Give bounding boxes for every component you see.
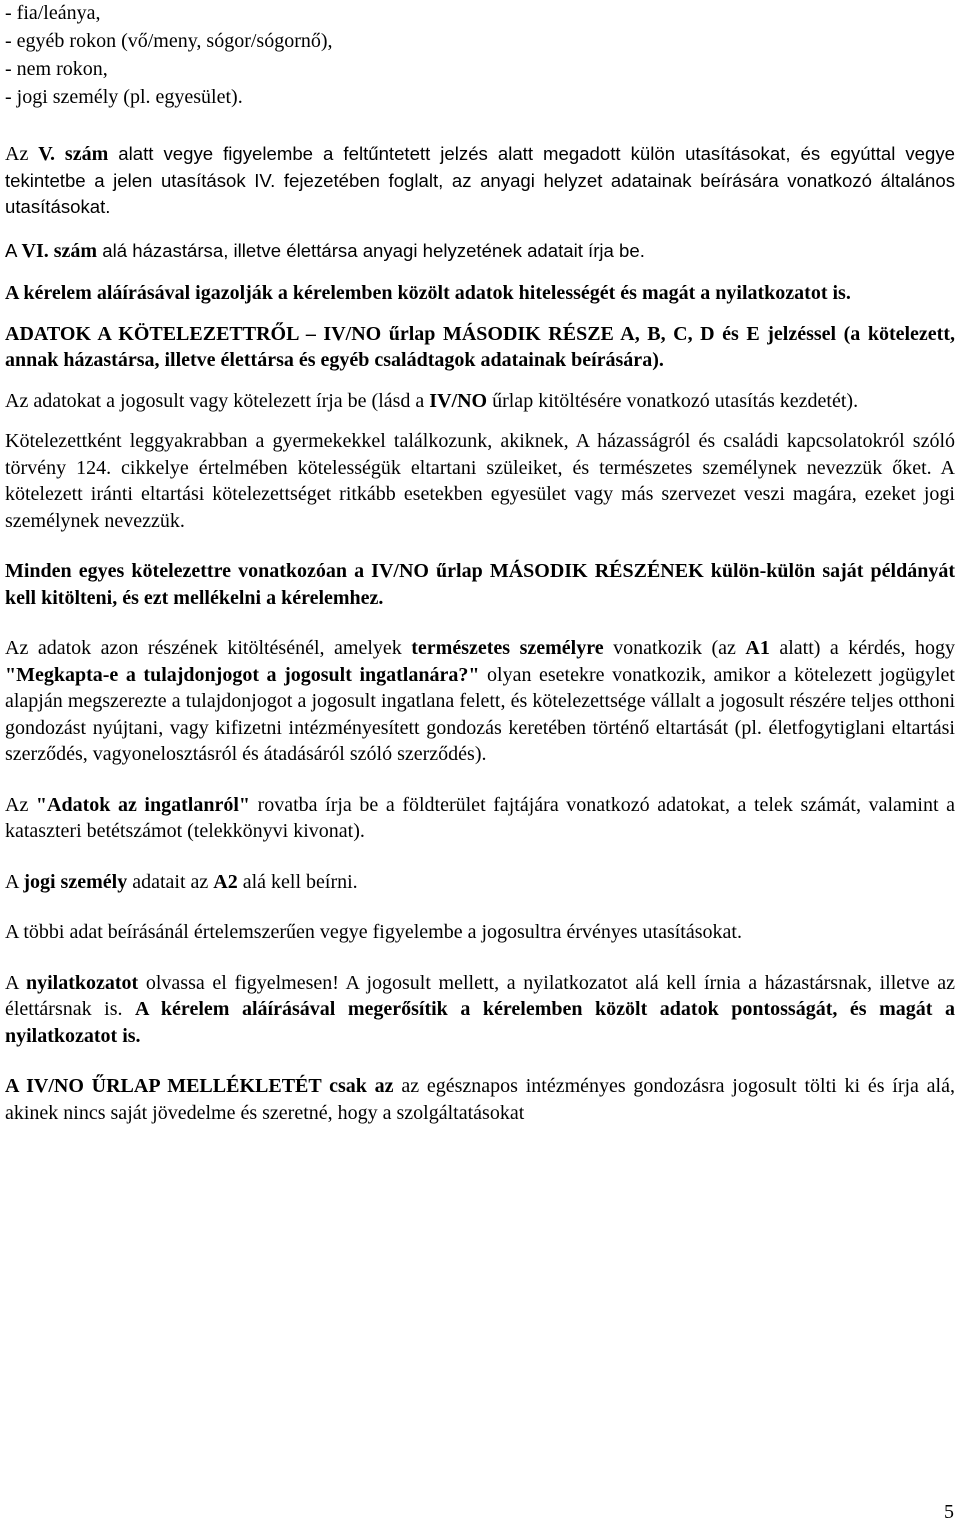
list-item: - jogi személy (pl. egyesület). bbox=[5, 86, 243, 108]
spacer bbox=[5, 112, 955, 141]
paragraph-alairas: A kérelem aláírásával igazolják a kérelemben közölt adatok hitelességét és magát a nyilatkozatot is. bbox=[5, 282, 851, 304]
paragraph-jogi-szemely: A jogi személy adatait az A2 alá kell beírni. bbox=[5, 870, 358, 893]
document-body bbox=[5, 0, 955, 1126]
list-item: - fia/leánya, bbox=[5, 2, 101, 24]
relation-list bbox=[5, 0, 955, 112]
list-item: - nem rokon, bbox=[5, 58, 108, 80]
list-item: - egyéb rokon (vő/meny, sógor/sógornő), bbox=[5, 30, 333, 52]
paragraph-tobbi-adat: A többi adat beírásánál értelemszerűen vegye figyelembe a jogosultra érvényes utasításokat. bbox=[5, 921, 742, 943]
page-number: 5 bbox=[944, 1501, 954, 1523]
paragraph-adatokat-irja-be: Az adatokat a jogosult vagy kötelezett írja be (lásd a IV/NO űrlap kitöltésére vonatkozó utasítás kezdetét). bbox=[5, 389, 859, 412]
paragraph-minden-kotelezettre: Minden egyes kötelezettre vonatkozóan a IV/NO űrlap MÁSODIK RÉSZÉNEK külön-külön saját példányát kell kitölteni, és ezt mellékelni a kérelemhez. bbox=[5, 560, 955, 609]
paragraph-nyilatkozat: A nyilatkozatot olvassa el figyelmesen! A jogosult mellett, a nyilatkozatot alá kell írnia a házastársnak, illetve az élettársnak is. A kérelem aláírásával megerősítik a kérelemben közölt adatok pontosságát, és magát a nyilatkozatot is. bbox=[5, 971, 955, 1047]
paragraph-iv-no-melleklet: A IV/NO ŰRLAP MELLÉKLETÉT csak az az egésznapos intézményes gondozásra jogosult tölti ki és írja alá, akinek nincs saját jövedelme és szeretné, hogy a szolgáltatásokat bbox=[5, 1075, 955, 1124]
paragraph-adatok-ingatlanrol: Az "Adatok az ingatlanról" rovatba írja be a földterület fajtájára vonatkozó adatokat, a telek számát, valamint a kataszteri betétszámot (telekkönyvi kivonat). bbox=[5, 793, 956, 842]
paragraph-termeszetes-szemely: Az adatok azon részének kitöltésénél, amelyek természetes személyre vonatkozik (az A1 alatt) a kérdés, hogy "Megkapta-e a tulajdonjogot a jogosult ingatlanára?" olyan esetekre vonatkozik, amikor a kötelezett jogügylet alapján megszerezte a tulajdonjogot a jogosult ingatlana felett, és kötelezettsége vállalt a jogosult részére teljes otthoni gondozást nyújtani, vagy kifizetni intézményesített gondozás keretében történő eltartását (pl. életfogytiglani eltartási szerződés, vagyonelosztásról és átadásáról szóló szerződés). bbox=[5, 637, 955, 765]
paragraph-adatok-kotelezettrol: ADATOK A KÖTELEZETTRŐL – IV/NO űrlap MÁSODIK RÉSZE A, B, C, D és E jelzéssel (a kötelezett, annak házastársa, illetve élettársa és egyéb családtagok adatainak beírására). bbox=[5, 322, 955, 371]
paragraph-vi-szam: A VI. szám alá házastársa, illetve élettársa anyagi helyzetének adatait írja be. bbox=[5, 239, 645, 262]
paragraph-v-szam: Az V. szám alatt vegye figyelembe a feltűntetett jelzés alatt megadott külön utasításokat, és egyúttal vegye tekintetbe a jelen utasítások IV. fejezetében foglalt, az anyagi helyzet adatainak beírására vonatkozó általános utasításokat. bbox=[5, 143, 955, 217]
paragraph-kotelezettkent: Kötelezettként leggyakrabban a gyermekekkel találkozunk, akiknek, A házasságról és családi kapcsolatokról szóló törvény 124. cikkelye értelmében kötelességük eltartani szüleiket, és természetes személynek nevezzük őket. A kötelezett iránti eltartási kötelezettséget ritkább esetekben egyesület vagy más szervezet veszi magára, ezeket jogi személynek nevezzük. bbox=[5, 430, 955, 532]
